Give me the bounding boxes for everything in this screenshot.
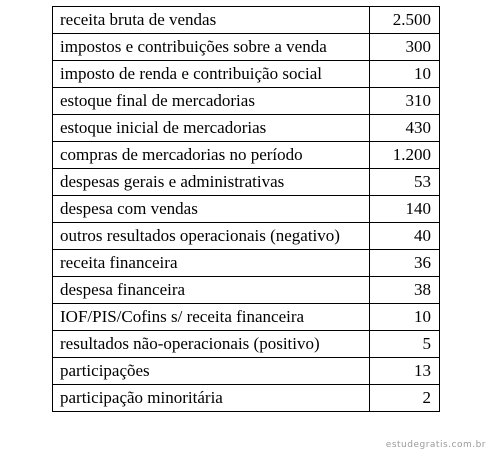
row-value: 1.200 xyxy=(370,142,440,169)
row-label: despesa com vendas xyxy=(53,196,370,223)
row-value: 10 xyxy=(370,304,440,331)
row-label: compras de mercadorias no período xyxy=(53,142,370,169)
row-label: resultados não-operacionais (positivo) xyxy=(53,331,370,358)
row-label: receita financeira xyxy=(53,250,370,277)
row-value: 300 xyxy=(370,34,440,61)
row-value: 10 xyxy=(370,61,440,88)
row-value: 430 xyxy=(370,115,440,142)
table-row xyxy=(53,169,440,196)
row-label: participação minoritária xyxy=(53,385,370,412)
table-row xyxy=(53,277,440,304)
table-row xyxy=(53,223,440,250)
row-value: 40 xyxy=(370,223,440,250)
watermark: estudegratis.com.br xyxy=(385,440,486,450)
row-value: 2.500 xyxy=(370,7,440,34)
row-label: imposto de renda e contribuição social xyxy=(53,61,370,88)
row-value: 140 xyxy=(370,196,440,223)
row-label: estoque final de mercadorias xyxy=(53,88,370,115)
row-label: despesas gerais e administrativas xyxy=(53,169,370,196)
row-value: 38 xyxy=(370,277,440,304)
row-label: estoque inicial de mercadorias xyxy=(53,115,370,142)
row-label: outros resultados operacionais (negativo) xyxy=(53,223,370,250)
row-label: receita bruta de vendas xyxy=(53,7,370,34)
row-value: 13 xyxy=(370,358,440,385)
table-row xyxy=(53,331,440,358)
table-row xyxy=(53,34,440,61)
table-row xyxy=(53,88,440,115)
financial-data-table xyxy=(52,6,440,412)
row-label: impostos e contribuições sobre a venda xyxy=(53,34,370,61)
table-row xyxy=(53,250,440,277)
table-row xyxy=(53,304,440,331)
table-row xyxy=(53,115,440,142)
table-row xyxy=(53,196,440,223)
row-label: IOF/PIS/Cofins s/ receita financeira xyxy=(53,304,370,331)
row-value: 310 xyxy=(370,88,440,115)
row-label: despesa financeira xyxy=(53,277,370,304)
row-value: 2 xyxy=(370,385,440,412)
table-row xyxy=(53,142,440,169)
table-row xyxy=(53,61,440,88)
table-row xyxy=(53,385,440,412)
row-value: 53 xyxy=(370,169,440,196)
table-row xyxy=(53,7,440,34)
row-value: 36 xyxy=(370,250,440,277)
table-row xyxy=(53,358,440,385)
row-label: participações xyxy=(53,358,370,385)
row-value: 5 xyxy=(370,331,440,358)
